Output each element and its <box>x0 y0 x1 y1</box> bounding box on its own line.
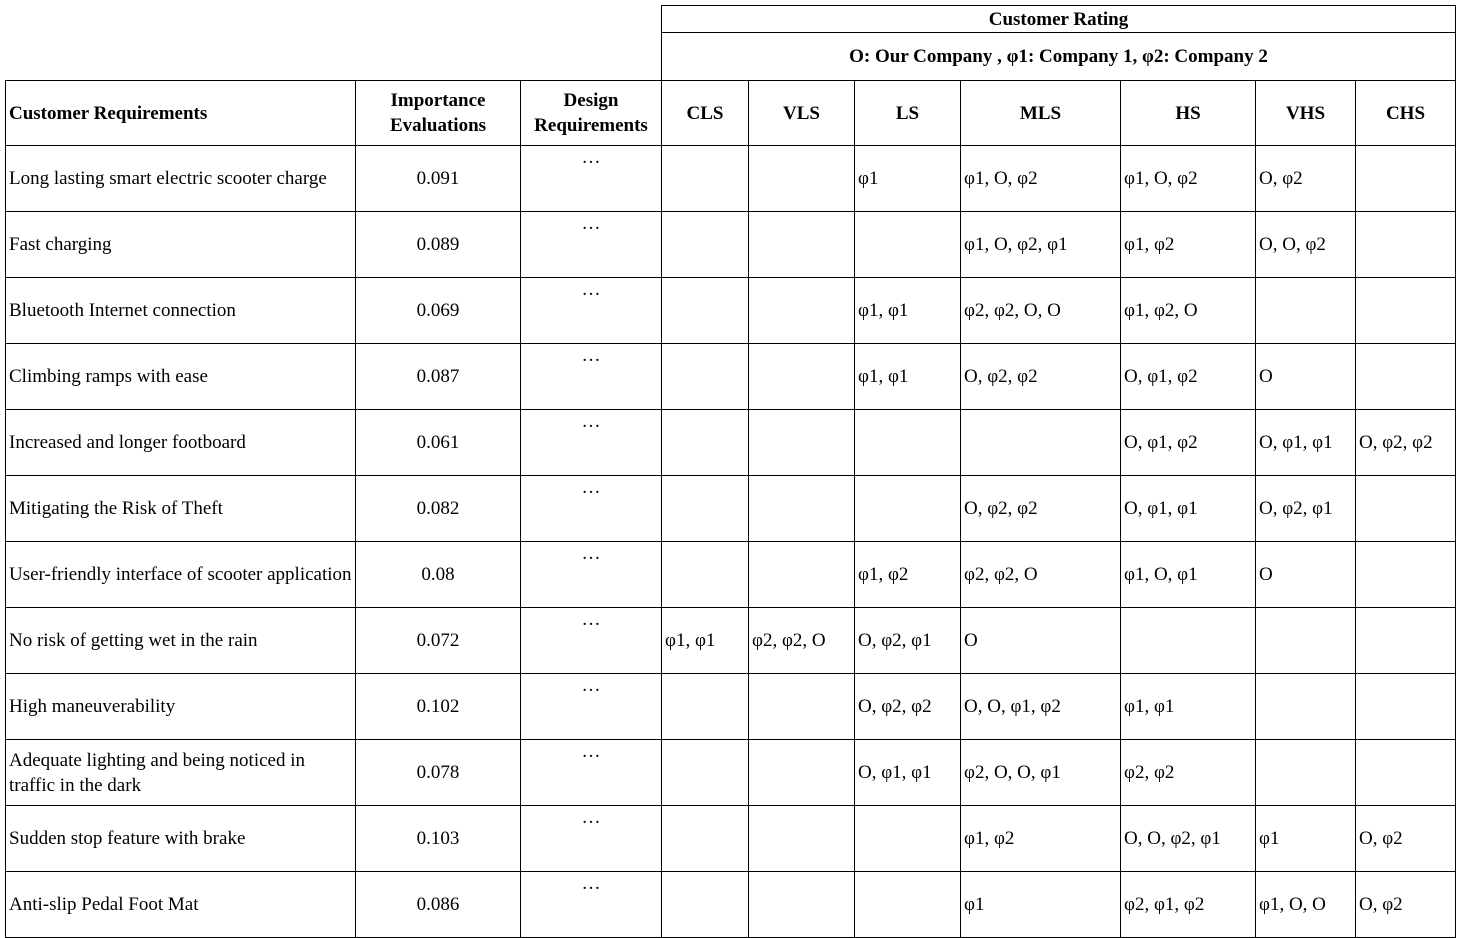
rating-cell-mls: O, O, φ1, φ2 <box>961 674 1121 740</box>
requirement-cell: Bluetooth Internet connection <box>6 278 356 344</box>
rating-cell-vls <box>749 146 855 212</box>
rating-cell-hs: O, O, φ2, φ1 <box>1121 806 1256 872</box>
rating-cell-vls: φ2, φ2, O <box>749 608 855 674</box>
rating-cell-cls <box>662 278 749 344</box>
header-spacer <box>6 6 662 33</box>
design-requirements-cell: … <box>521 608 662 674</box>
rating-cell-hs: φ1, φ2 <box>1121 212 1256 278</box>
rating-cell-mls: φ1, φ2 <box>961 806 1121 872</box>
table-row <box>6 410 1456 476</box>
rating-cell-vhs: O <box>1256 542 1356 608</box>
importance-cell: 0.078 <box>356 740 521 806</box>
rating-cell-hs: O, φ1, φ2 <box>1121 344 1256 410</box>
importance-cell: 0.082 <box>356 476 521 542</box>
rating-cell-vls <box>749 740 855 806</box>
rating-cell-vls <box>749 542 855 608</box>
rating-cell-mls: φ1, O, φ2, φ1 <box>961 212 1121 278</box>
table-row <box>6 806 1456 872</box>
rating-cell-cls <box>662 476 749 542</box>
rating-cell-vhs: φ1 <box>1256 806 1356 872</box>
rating-cell-ls <box>855 212 961 278</box>
requirement-cell: Fast charging <box>6 212 356 278</box>
importance-cell: 0.061 <box>356 410 521 476</box>
rating-cell-cls <box>662 146 749 212</box>
rating-cell-mls: φ2, O, O, φ1 <box>961 740 1121 806</box>
rating-cell-vhs <box>1256 608 1356 674</box>
rating-cell-vhs: O, φ1, φ1 <box>1256 410 1356 476</box>
table-row <box>6 278 1456 344</box>
rating-cell-chs <box>1356 278 1456 344</box>
importance-cell: 0.089 <box>356 212 521 278</box>
rating-cell-ls <box>855 872 961 938</box>
rating-cell-chs: O, φ2, φ2 <box>1356 410 1456 476</box>
requirement-cell: No risk of getting wet in the rain <box>6 608 356 674</box>
design-requirements-cell: … <box>521 476 662 542</box>
importance-cell: 0.087 <box>356 344 521 410</box>
rating-cell-hs <box>1121 608 1256 674</box>
rating-cell-chs <box>1356 344 1456 410</box>
header-spacer <box>6 33 662 81</box>
importance-cell: 0.091 <box>356 146 521 212</box>
rating-cell-ls: φ1, φ1 <box>855 344 961 410</box>
rating-cell-mls: φ1 <box>961 872 1121 938</box>
rating-cell-hs: φ2, φ2 <box>1121 740 1256 806</box>
table-body <box>6 146 1456 938</box>
design-requirements-cell: … <box>521 674 662 740</box>
customer-rating-header: Customer Rating <box>662 6 1456 33</box>
rating-cell-vhs: O <box>1256 344 1356 410</box>
column-header-requirements: Customer Requirements <box>6 81 356 146</box>
rating-cell-ls <box>855 410 961 476</box>
importance-cell: 0.072 <box>356 608 521 674</box>
rating-cell-vls <box>749 674 855 740</box>
design-requirements-cell: … <box>521 806 662 872</box>
rating-cell-ls <box>855 476 961 542</box>
requirement-cell: Increased and longer footboard <box>6 410 356 476</box>
requirement-cell: Sudden stop feature with brake <box>6 806 356 872</box>
rating-cell-vhs: O, O, φ2 <box>1256 212 1356 278</box>
importance-cell: 0.086 <box>356 872 521 938</box>
rating-cell-mls <box>961 410 1121 476</box>
table-row <box>6 674 1456 740</box>
requirement-cell: Adequate lighting and being noticed in traffic in the dark <box>6 740 356 806</box>
table-row <box>6 542 1456 608</box>
rating-cell-ls: O, φ1, φ1 <box>855 740 961 806</box>
column-header-importance: Importance Evaluations <box>356 81 521 146</box>
rating-cell-chs <box>1356 674 1456 740</box>
rating-cell-ls: φ1 <box>855 146 961 212</box>
rating-cell-chs: O, φ2 <box>1356 806 1456 872</box>
column-header-chs: CHS <box>1356 81 1456 146</box>
rating-cell-vhs: φ1, O, O <box>1256 872 1356 938</box>
design-requirements-cell: … <box>521 410 662 476</box>
importance-cell: 0.08 <box>356 542 521 608</box>
importance-cell: 0.102 <box>356 674 521 740</box>
rating-cell-vhs <box>1256 278 1356 344</box>
rating-cell-chs <box>1356 740 1456 806</box>
rating-cell-chs <box>1356 476 1456 542</box>
rating-cell-cls <box>662 542 749 608</box>
requirement-cell: Anti-slip Pedal Foot Mat <box>6 872 356 938</box>
company-legend: O: Our Company , φ1: Company 1, φ2: Company 2 <box>662 33 1456 81</box>
qfd-table-container <box>5 5 1456 938</box>
rating-cell-vhs <box>1256 674 1356 740</box>
rating-cell-mls: O <box>961 608 1121 674</box>
column-header-mls: MLS <box>961 81 1121 146</box>
rating-cell-ls: φ1, φ2 <box>855 542 961 608</box>
rating-cell-hs: φ1, O, φ1 <box>1121 542 1256 608</box>
requirement-cell: User-friendly interface of scooter application <box>6 542 356 608</box>
rating-cell-ls: φ1, φ1 <box>855 278 961 344</box>
design-requirements-cell: … <box>521 212 662 278</box>
rating-cell-vhs: O, φ2 <box>1256 146 1356 212</box>
table-row <box>6 608 1456 674</box>
rating-cell-mls: O, φ2, φ2 <box>961 344 1121 410</box>
rating-cell-chs <box>1356 212 1456 278</box>
rating-cell-cls <box>662 740 749 806</box>
rating-cell-hs: φ1, φ2, O <box>1121 278 1256 344</box>
rating-cell-vhs: O, φ2, φ1 <box>1256 476 1356 542</box>
rating-cell-vls <box>749 872 855 938</box>
table-row <box>6 872 1456 938</box>
rating-cell-chs <box>1356 146 1456 212</box>
requirement-cell: Mitigating the Risk of Theft <box>6 476 356 542</box>
rating-cell-mls: φ1, O, φ2 <box>961 146 1121 212</box>
rating-cell-hs: O, φ1, φ2 <box>1121 410 1256 476</box>
column-header-ls: LS <box>855 81 961 146</box>
column-header-vls: VLS <box>749 81 855 146</box>
rating-cell-ls: O, φ2, φ2 <box>855 674 961 740</box>
rating-cell-cls: φ1, φ1 <box>662 608 749 674</box>
rating-cell-vls <box>749 476 855 542</box>
rating-cell-cls <box>662 344 749 410</box>
column-header-cls: CLS <box>662 81 749 146</box>
rating-cell-chs <box>1356 608 1456 674</box>
rating-cell-hs: O, φ1, φ1 <box>1121 476 1256 542</box>
rating-cell-vls <box>749 806 855 872</box>
design-requirements-cell: … <box>521 344 662 410</box>
rating-cell-cls <box>662 872 749 938</box>
rating-cell-cls <box>662 806 749 872</box>
rating-cell-cls <box>662 212 749 278</box>
table-row <box>6 212 1456 278</box>
table-row <box>6 146 1456 212</box>
requirement-cell: Climbing ramps with ease <box>6 344 356 410</box>
importance-cell: 0.069 <box>356 278 521 344</box>
rating-cell-vls <box>749 212 855 278</box>
rating-cell-ls <box>855 806 961 872</box>
rating-cell-chs: O, φ2 <box>1356 872 1456 938</box>
rating-cell-vls <box>749 410 855 476</box>
rating-cell-vls <box>749 278 855 344</box>
rating-cell-vhs <box>1256 740 1356 806</box>
design-requirements-cell: … <box>521 278 662 344</box>
table-row <box>6 344 1456 410</box>
rating-cell-cls <box>662 410 749 476</box>
rating-cell-hs: φ2, φ1, φ2 <box>1121 872 1256 938</box>
design-requirements-cell: … <box>521 740 662 806</box>
requirement-cell: High maneuverability <box>6 674 356 740</box>
rating-cell-mls: φ2, φ2, O <box>961 542 1121 608</box>
rating-cell-mls: O, φ2, φ2 <box>961 476 1121 542</box>
table-row <box>6 476 1456 542</box>
design-requirements-cell: … <box>521 872 662 938</box>
column-header-hs: HS <box>1121 81 1256 146</box>
importance-cell: 0.103 <box>356 806 521 872</box>
column-header-vhs: VHS <box>1256 81 1356 146</box>
requirement-cell: Long lasting smart electric scooter charge <box>6 146 356 212</box>
customer-rating-table <box>5 5 1456 938</box>
column-header-design: Design Requirements <box>521 81 662 146</box>
table-row <box>6 740 1456 806</box>
rating-cell-ls: O, φ2, φ1 <box>855 608 961 674</box>
rating-cell-hs: φ1, O, φ2 <box>1121 146 1256 212</box>
rating-cell-hs: φ1, φ1 <box>1121 674 1256 740</box>
rating-cell-vls <box>749 344 855 410</box>
table-header <box>6 6 1456 146</box>
rating-cell-mls: φ2, φ2, O, O <box>961 278 1121 344</box>
design-requirements-cell: … <box>521 146 662 212</box>
rating-cell-cls <box>662 674 749 740</box>
design-requirements-cell: … <box>521 542 662 608</box>
rating-cell-chs <box>1356 542 1456 608</box>
